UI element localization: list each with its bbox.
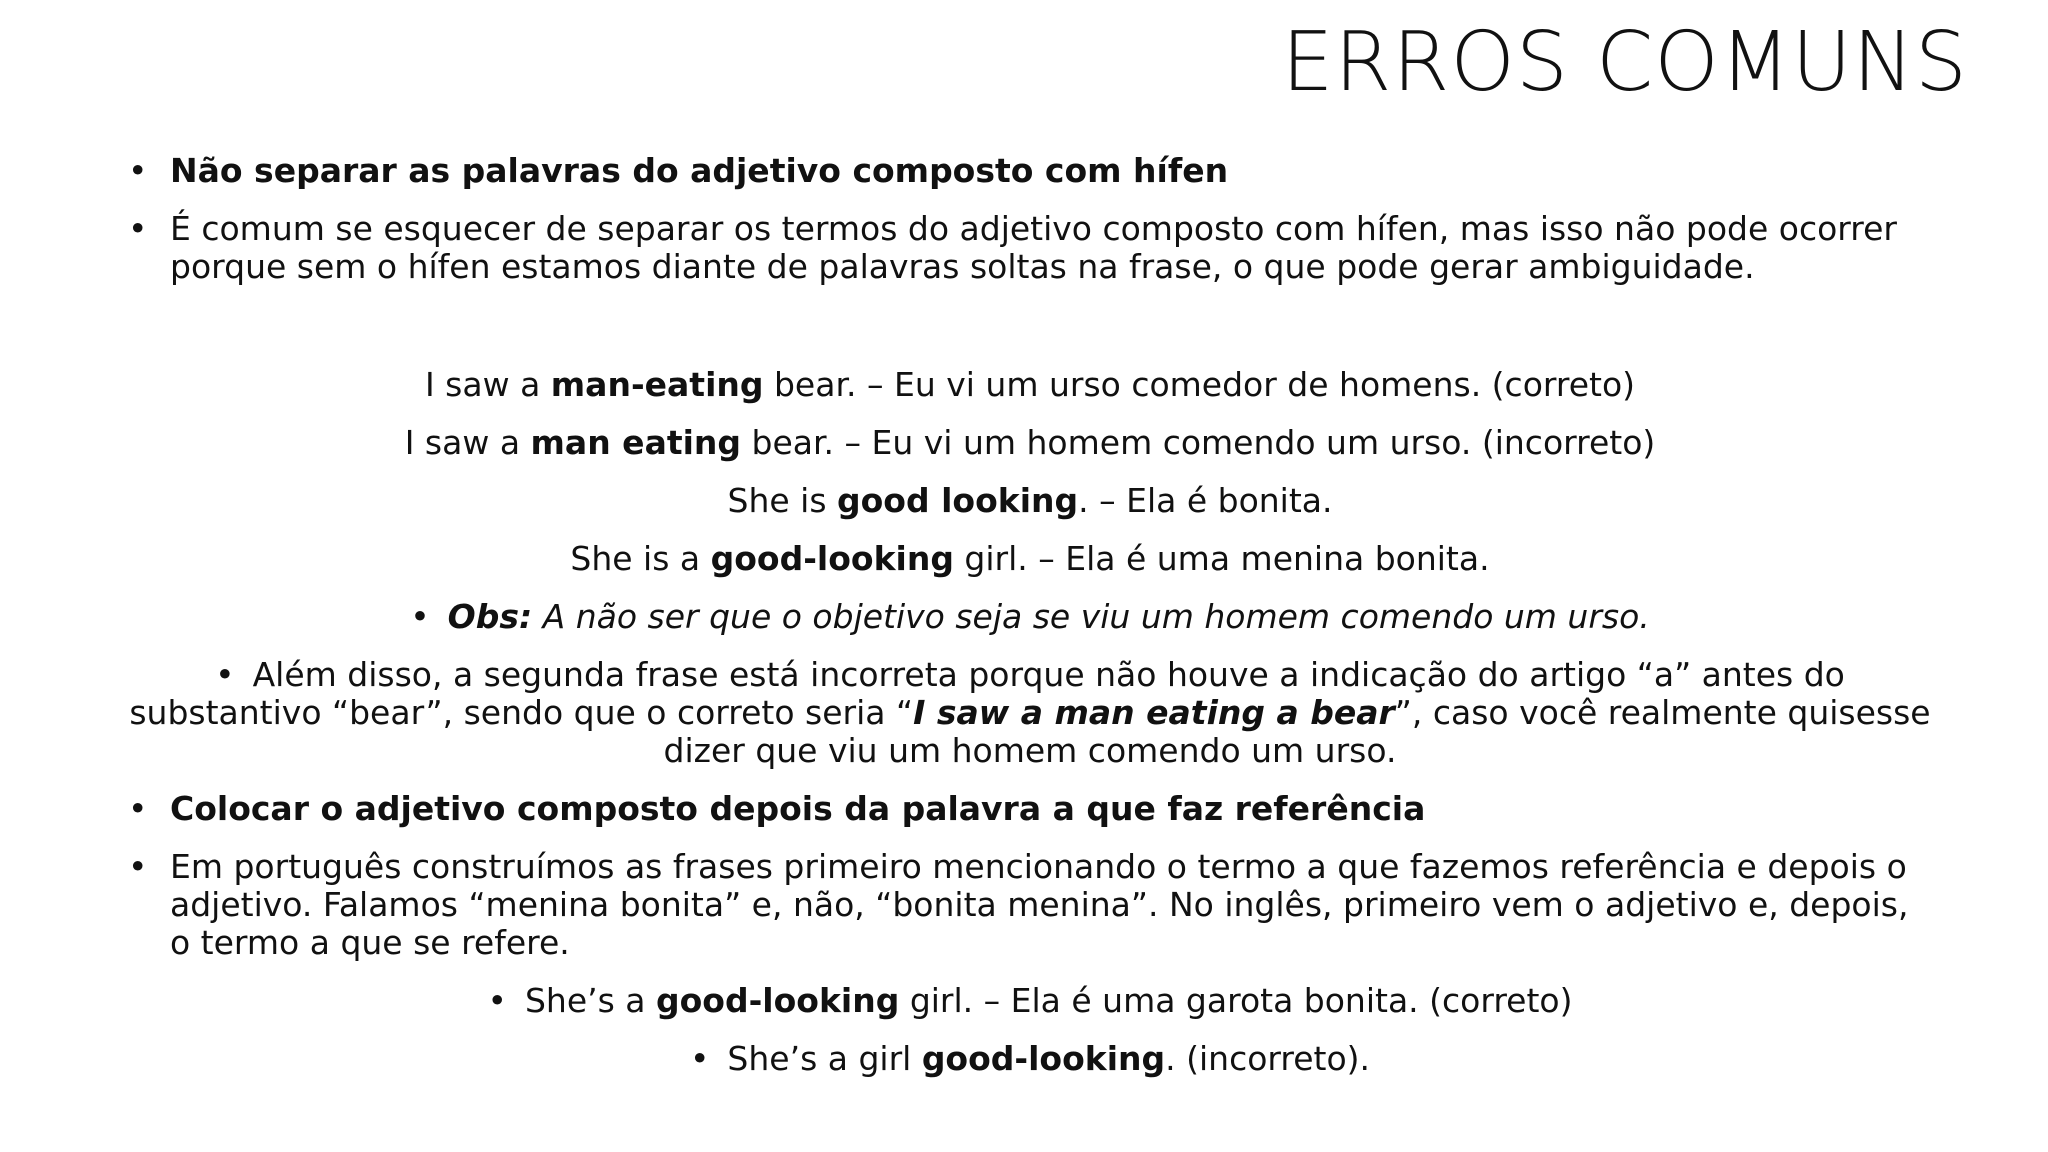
section2-heading: Colocar o adjetivo composto depois da palavra a que faz referência bbox=[170, 789, 1426, 828]
section1-heading-item bbox=[125, 152, 1935, 190]
example-line: She is a good-looking girl. – Ela é uma menina bonita. bbox=[570, 539, 1490, 578]
example-keyword: good-looking bbox=[710, 539, 954, 578]
example-line: I saw a man-eating bear. – Eu vi um urso comedor de homens. (correto) bbox=[424, 365, 1636, 404]
example-line: • She’s a girl good-looking. (incorreto). bbox=[689, 1039, 1371, 1078]
example-line: She is good looking. – Ela é bonita. bbox=[727, 481, 1333, 520]
note-paragraph: • Além disso, a segunda frase está incorreta porque não houve a indicação do artigo “a” antes do substantivo “bear”, sendo que o correto seria “I saw a man eating a bear”, caso você realmente quisesse dizer que viu um homem comendo um urso. bbox=[129, 655, 1931, 770]
bullet-icon: • bbox=[128, 847, 148, 886]
slide-title: ERROS COMUNS bbox=[1281, 15, 1968, 110]
section2-paragraph: Em português construímos as frases primeiro mencionando o termo a que fazemos referência e depois o adjetivo. Falamos “menina bonita” e, não, “bonita menina”. No inglês, primeiro vem o adjetivo e, depois, o termo a que se refere. bbox=[170, 847, 1909, 962]
example-line: • She’s a good-looking girl. – Ela é uma garota bonita. (correto) bbox=[487, 981, 1573, 1020]
bullet-icon: • bbox=[689, 1039, 710, 1078]
bullet-icon: • bbox=[487, 981, 507, 1020]
obs-line bbox=[125, 598, 1935, 636]
example-line: I saw a man eating bear. – Eu vi um homem comendo um urso. (incorreto) bbox=[404, 423, 1656, 462]
obs-text: A não ser que o objetivo seja se viu um homem comendo um urso. bbox=[532, 597, 1650, 636]
bullet-icon: • bbox=[215, 655, 235, 694]
example-keyword: good looking bbox=[837, 481, 1079, 520]
bullet-icon: • bbox=[128, 151, 148, 190]
bullet-icon: • bbox=[128, 789, 148, 828]
example-keyword: good-looking bbox=[656, 981, 900, 1020]
example-keyword: good-looking bbox=[921, 1039, 1166, 1078]
section2-heading-item bbox=[125, 790, 1935, 828]
obs-label: Obs: bbox=[447, 597, 533, 636]
bullet-icon: • bbox=[410, 597, 430, 636]
example-keyword: man eating bbox=[530, 423, 742, 462]
section2-paragraph-item bbox=[125, 848, 1935, 962]
note-emphasis: I saw a man eating a bear bbox=[913, 693, 1395, 732]
example-keyword: man-eating bbox=[550, 365, 764, 404]
bullet-icon: • bbox=[128, 209, 148, 248]
section1-heading: Não separar as palavras do adjetivo composto com hífen bbox=[170, 151, 1229, 190]
section1-paragraph-item bbox=[125, 210, 1935, 286]
slide-body bbox=[125, 152, 1935, 1098]
section1-paragraph: É comum se esquecer de separar os termos do adjetivo composto com hífen, mas isso não pode ocorrer porque sem o hífen estamos diante de palavras soltas na frase, o que pode gerar ambiguidade. bbox=[170, 209, 1897, 286]
